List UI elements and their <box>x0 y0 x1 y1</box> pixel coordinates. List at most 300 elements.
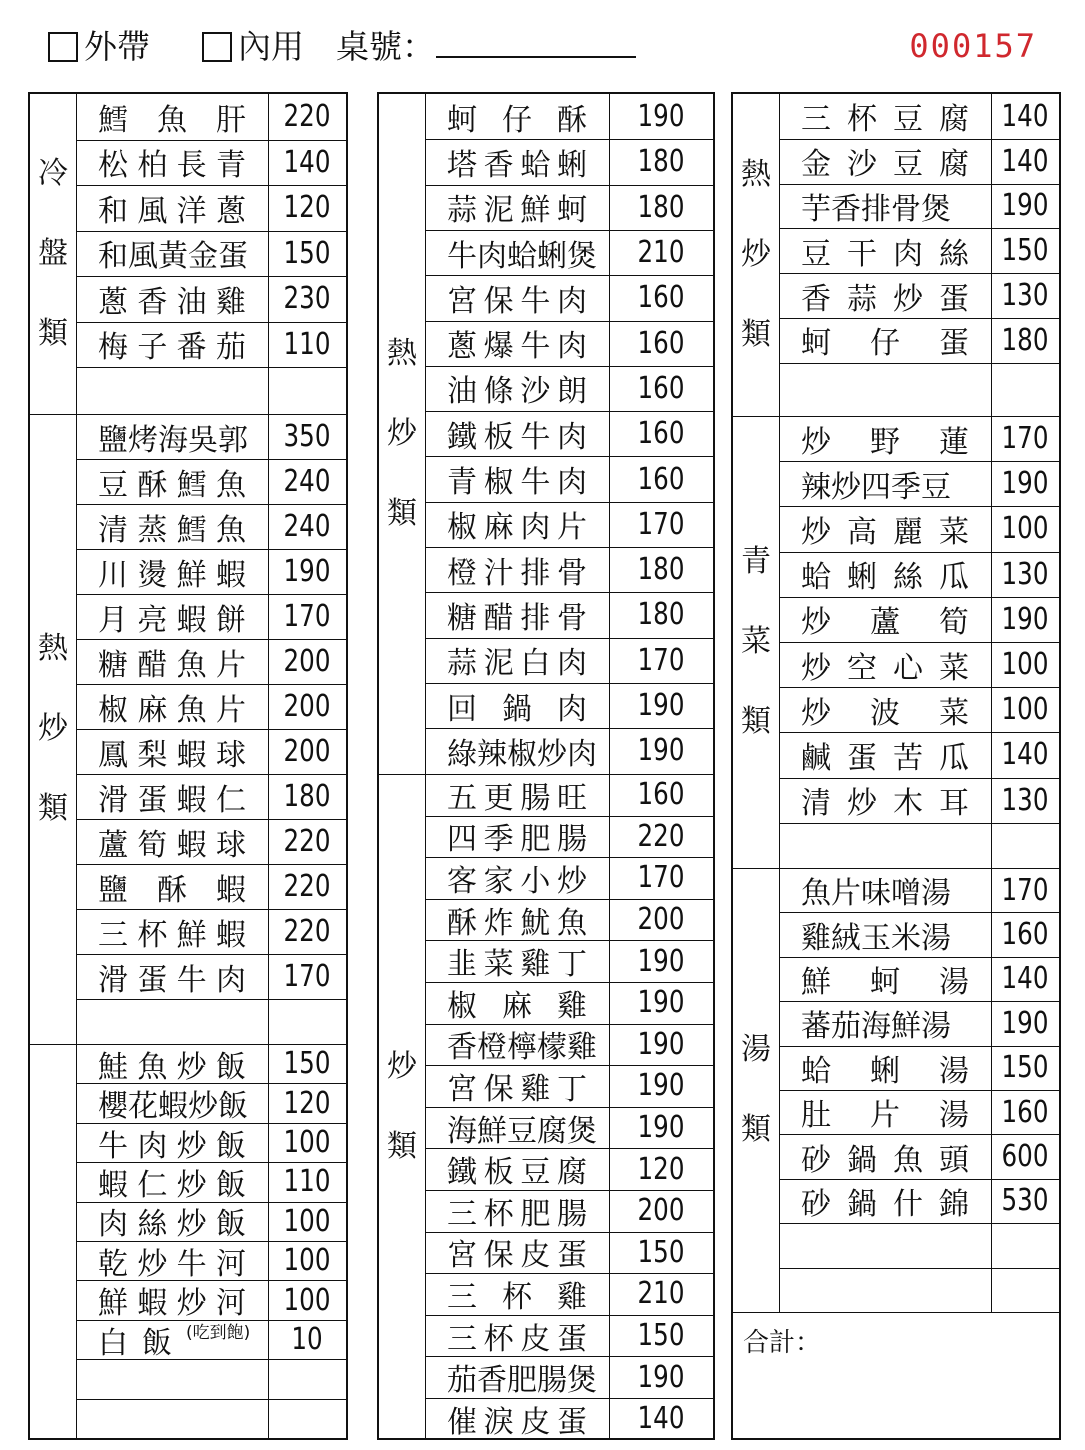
dinein-checkbox[interactable] <box>202 32 232 62</box>
menu-item-name-text <box>447 276 587 320</box>
menu-item-name-char: 肉 <box>137 1128 168 1164</box>
menu-item-row[interactable] <box>425 94 713 139</box>
menu-item-row[interactable] <box>425 1190 713 1232</box>
menu-item-row[interactable] <box>425 1273 713 1315</box>
menu-item-name-text <box>801 688 969 732</box>
menu-item-row[interactable] <box>76 1280 346 1322</box>
menu-item-name-char: 片 <box>870 1098 900 1134</box>
menu-item-name-char: 清 <box>801 786 831 822</box>
menu-item-name-char: 保 <box>483 1071 514 1107</box>
menu-item-name-char: 蒸 <box>137 512 168 548</box>
menu-item-name-char: 肉 <box>557 691 587 727</box>
menu-item-name-char: 腸 <box>520 780 551 816</box>
menu-item-price: 140 <box>1001 961 1049 997</box>
menu-item-name-text <box>98 460 246 504</box>
menu-item-name-char: 蛤 <box>520 147 551 183</box>
menu-item-name-text <box>447 684 587 728</box>
menu-item-name <box>76 1199 268 1243</box>
menu-item-price: 190 <box>637 1068 685 1104</box>
menu-item-row[interactable] <box>425 1315 713 1357</box>
menu-item-name <box>76 550 268 594</box>
menu-item-name-char: 鮮 <box>176 557 207 593</box>
menu-item-row[interactable] <box>779 228 1059 273</box>
menu-item-row[interactable] <box>76 185 346 231</box>
menu-item-row[interactable] <box>779 1268 1059 1312</box>
menu-item-name-char: 雞 <box>520 947 551 983</box>
menu-item-name-char: 蛋 <box>556 1238 587 1274</box>
menu-item-name-char: 豆 <box>893 147 923 183</box>
menu-item-row[interactable] <box>76 1162 346 1201</box>
menu-item-name <box>779 913 991 957</box>
menu-item-row[interactable] <box>779 139 1059 184</box>
menu-item-name-char: 松 <box>98 148 128 184</box>
menu-item-row[interactable] <box>425 275 713 320</box>
menu-item-name <box>76 595 268 639</box>
menu-item-name-char: 香 <box>137 284 168 320</box>
menu-item-name-char: 耳 <box>939 786 969 822</box>
menu-item-name <box>779 643 991 687</box>
menu-item-name-char: 腸 <box>556 1196 587 1232</box>
menu-item-row[interactable] <box>779 912 1059 956</box>
menu-item-row[interactable] <box>779 642 1059 687</box>
menu-item-row[interactable] <box>76 94 346 140</box>
menu-item-name-text <box>447 981 587 1025</box>
menu-item-name-char: 絲 <box>137 1207 168 1243</box>
menu-item-name-char: 梨 <box>137 737 168 773</box>
menu-item-price: 140 <box>1001 98 1049 134</box>
menu-item-name-char: 蝦 <box>216 872 246 908</box>
menu-item-name-char: 砂 <box>801 1186 831 1222</box>
menu-item-name-char: 仔 <box>502 102 532 138</box>
menu-item-row[interactable] <box>779 597 1059 642</box>
menu-item-name-char: 鱈 <box>98 102 128 138</box>
menu-item-row[interactable] <box>779 732 1059 777</box>
menu-item-name <box>779 184 991 228</box>
menu-item-name-char: 肉 <box>556 419 587 455</box>
menu-item-name-char: 沙 <box>520 374 551 410</box>
menu-item-name-char: 豆 <box>893 102 923 138</box>
menu-item-price: 100 <box>283 1203 331 1239</box>
menu-item-name-char: 蚵 <box>801 326 831 362</box>
menu-item-row[interactable] <box>425 683 713 728</box>
menu-item-row[interactable] <box>425 411 713 456</box>
menu-item-row[interactable] <box>425 321 713 366</box>
menu-item-row[interactable] <box>425 940 713 982</box>
table-number-label: 桌號： <box>336 27 435 66</box>
menu-item-price: 200 <box>283 734 331 769</box>
category-char: 熱 <box>38 631 68 666</box>
category-char: 類 <box>741 1112 771 1147</box>
menu-item-price: 150 <box>283 1046 331 1082</box>
menu-item-name-char: 牛 <box>520 465 551 501</box>
menu-item-row[interactable] <box>779 1179 1059 1223</box>
menu-item-price: 140 <box>637 1401 685 1437</box>
menu-item-name-char: 滑 <box>98 782 128 818</box>
takeout-checkbox[interactable] <box>48 32 78 62</box>
menu-item-name-text: 辣炒四季豆 <box>801 469 951 505</box>
menu-item-row[interactable] <box>779 1090 1059 1134</box>
menu-item-row[interactable] <box>425 899 713 941</box>
menu-item-name-char: 蝦 <box>215 557 246 593</box>
menu-item-name-char: 蝦 <box>176 602 207 638</box>
menu-item-row[interactable] <box>76 1083 346 1125</box>
menu-item-row[interactable] <box>779 318 1059 363</box>
menu-item-row[interactable] <box>425 547 713 592</box>
menu-item-name-char: 苦 <box>893 740 923 776</box>
menu-item-name-char: 蛋 <box>556 1321 587 1357</box>
menu-item-price: 100 <box>283 1243 331 1279</box>
menu-item-row[interactable] <box>76 414 346 459</box>
menu-item-name-char: 魚 <box>215 512 246 548</box>
menu-item-name-text <box>801 643 969 687</box>
menu-item-name-text <box>447 502 587 546</box>
menu-item-row[interactable] <box>779 506 1059 551</box>
menu-item-name-char: 旺 <box>556 780 587 816</box>
menu-item-name <box>425 457 609 501</box>
menu-item-name-text <box>447 140 587 184</box>
menu-item-name-char: 片 <box>556 510 587 546</box>
menu-item-name-char: 麗 <box>893 514 923 550</box>
menu-item-row[interactable] <box>425 366 713 411</box>
menu-item-name-text <box>98 550 246 594</box>
menu-item-name-char: 豆 <box>520 1155 551 1191</box>
menu-item-name <box>425 412 609 456</box>
menu-item-row[interactable] <box>76 909 346 954</box>
menu-item-price: 140 <box>1001 143 1049 179</box>
menu-item-name-char: 鹽 <box>98 872 128 908</box>
menu-item-row[interactable] <box>76 864 346 909</box>
menu-item-name-char: 麻 <box>483 510 514 546</box>
menu-item-name <box>425 939 609 983</box>
menu-item-row[interactable] <box>425 185 713 230</box>
menu-item-row[interactable] <box>76 954 346 999</box>
category-char: 湯 <box>741 1032 771 1067</box>
menu-item-name-char: 炒 <box>176 1167 207 1203</box>
menu-item-name-text <box>801 1046 969 1090</box>
menu-item-row[interactable] <box>425 1148 713 1190</box>
menu-item-name <box>425 638 609 682</box>
menu-item-row[interactable] <box>779 1001 1059 1045</box>
menu-item-name-char: 魚 <box>176 647 207 683</box>
menu-item-name-text <box>98 775 246 819</box>
menu-item-name-char: 蘆 <box>870 605 900 641</box>
menu-item-price: 190 <box>637 985 685 1021</box>
table-number-line[interactable] <box>436 56 636 58</box>
menu-item-row[interactable] <box>76 1123 346 1162</box>
menu-item-price: 160 <box>1001 1094 1049 1130</box>
menu-item-name-char: 餅 <box>215 602 246 638</box>
menu-item-name <box>425 95 609 139</box>
menu-item-row[interactable] <box>779 1134 1059 1178</box>
menu-item-name-char: 河 <box>215 1246 246 1282</box>
menu-item-row[interactable] <box>779 184 1059 229</box>
menu-item-name-char: 板 <box>483 419 514 455</box>
menu-column <box>28 92 348 1440</box>
menu-item-price: 190 <box>1001 466 1049 502</box>
menu-item-name-char: 錦 <box>939 1186 969 1222</box>
menu-item-name <box>425 502 609 546</box>
menu-item-row[interactable] <box>779 461 1059 506</box>
menu-item-name <box>76 1081 268 1125</box>
menu-item-name-text: 蕃茄海鮮湯 <box>801 1009 951 1045</box>
menu-item-row[interactable] <box>425 982 713 1024</box>
menu-item-row[interactable] <box>76 1359 346 1398</box>
menu-item-name-char: 丁 <box>556 1071 587 1107</box>
menu-item-name-char: 飯 <box>215 1167 246 1203</box>
menu-item-name-char: 炒 <box>176 1286 207 1322</box>
menu-item-row[interactable] <box>425 857 713 899</box>
menu-item-name-text <box>801 139 969 183</box>
menu-item-name-char: 飯 <box>215 1207 246 1243</box>
menu-item-row[interactable] <box>779 416 1059 461</box>
menu-item-name <box>779 778 991 822</box>
menu-item-row[interactable] <box>779 363 1059 408</box>
menu-item-name <box>425 1355 609 1399</box>
menu-item-row[interactable] <box>779 1046 1059 1090</box>
menu-item-name-char: 三 <box>98 917 128 953</box>
menu-item-name-char: 肥 <box>520 1196 551 1232</box>
menu-item-name <box>425 729 609 773</box>
menu-item-name-char: 汁 <box>483 555 514 591</box>
menu-item-price: 170 <box>283 599 331 634</box>
menu-item-row[interactable] <box>779 94 1059 139</box>
menu-item-name-char: 客 <box>447 863 477 899</box>
menu-item-name-char: 波 <box>870 695 900 731</box>
menu-item-name-char: 條 <box>483 374 514 410</box>
menu-item-row[interactable] <box>425 139 713 184</box>
menu-item-name-char: 鐵 <box>447 1155 477 1191</box>
price-divider <box>268 94 269 1438</box>
menu-item-name-char: 肉 <box>556 646 587 682</box>
menu-item-price: 170 <box>1001 872 1049 908</box>
menu-item-name-text <box>98 1042 246 1086</box>
menu-item-name <box>425 684 609 728</box>
menu-item-name-char: 三 <box>447 1321 477 1357</box>
menu-item-price: 240 <box>283 509 331 544</box>
menu-item-row[interactable] <box>76 639 346 684</box>
menu-item-row[interactable] <box>779 273 1059 318</box>
menu-item-row[interactable] <box>425 592 713 637</box>
menu-item-row[interactable] <box>425 502 713 547</box>
menu-item-row[interactable] <box>76 504 346 549</box>
menu-item-price: 220 <box>283 99 331 135</box>
menu-item-name-text: 香橙檸檬雞 <box>447 1030 597 1066</box>
menu-item-row[interactable] <box>76 819 346 864</box>
menu-item-row[interactable] <box>425 816 713 858</box>
menu-item-name-char: 牛 <box>98 1128 128 1164</box>
menu-item-row[interactable] <box>76 774 346 819</box>
menu-item-name-char: 梅 <box>98 330 128 366</box>
menu-item-name-char: 青 <box>215 148 246 184</box>
menu-item-row[interactable] <box>76 594 346 639</box>
menu-item-name-char: 仁 <box>215 782 246 818</box>
menu-item-row[interactable] <box>76 684 346 729</box>
menu-item-row[interactable] <box>76 140 346 186</box>
menu-item-price: 530 <box>1001 1183 1049 1219</box>
menu-item-name-text <box>801 597 969 641</box>
menu-item-name-text <box>447 856 587 900</box>
menu-item-name-text <box>98 820 246 864</box>
menu-item-name <box>779 1090 991 1134</box>
menu-item-price: 180 <box>637 144 685 180</box>
menu-item-row[interactable] <box>425 230 713 275</box>
menu-item-name-char: 燙 <box>137 557 168 593</box>
menu-item-price: 170 <box>1001 421 1049 457</box>
menu-item-name-char: 蒜 <box>447 646 477 682</box>
menu-item-name-char: 肝 <box>216 102 246 138</box>
menu-item-name-char: 蒜 <box>847 281 877 317</box>
menu-item-price: 200 <box>637 1193 685 1229</box>
menu-item-name-char: 爆 <box>483 329 514 365</box>
menu-item-name-char: 頭 <box>939 1142 969 1178</box>
menu-item-row[interactable] <box>76 1241 346 1280</box>
menu-item-row[interactable] <box>76 549 346 594</box>
menu-item-row[interactable] <box>425 1398 713 1440</box>
menu-item-price: 150 <box>283 235 331 271</box>
menu-item-row[interactable] <box>779 778 1059 823</box>
menu-item-row[interactable] <box>779 868 1059 912</box>
menu-item-price: 220 <box>283 914 331 949</box>
menu-item-price: 140 <box>1001 737 1049 773</box>
menu-item-name-char: 家 <box>483 863 514 899</box>
menu-item-name-text <box>801 552 969 596</box>
menu-item-name-char: 雞 <box>557 1279 587 1315</box>
menu-item-row[interactable] <box>76 367 346 413</box>
menu-item-row[interactable] <box>76 459 346 504</box>
menu-item-name-text <box>447 898 587 942</box>
menu-item-name-char: 魚 <box>556 905 587 941</box>
menu-item-name-char: 片 <box>215 647 246 683</box>
menu-item-name-char: 絲 <box>939 236 969 272</box>
menu-item-name-char: 番 <box>176 330 207 366</box>
menu-item-row[interactable] <box>76 1202 346 1241</box>
price-divider <box>991 94 992 1438</box>
menu-item-row[interactable] <box>425 456 713 501</box>
menu-item-name <box>76 775 268 819</box>
menu-item-name-char: 鳳 <box>98 737 128 773</box>
menu-item-name-char: 蝦 <box>176 737 207 773</box>
menu-item-row[interactable] <box>76 1399 346 1438</box>
menu-item-name-char: 皮 <box>520 1321 551 1357</box>
menu-item-name-char: 宮 <box>447 1238 477 1274</box>
menu-item-name-char: 魚 <box>157 102 187 138</box>
menu-item-row[interactable] <box>425 1232 713 1274</box>
menu-item-row[interactable] <box>779 957 1059 1001</box>
menu-item-name-text: 櫻花蝦炒飯 <box>98 1089 248 1125</box>
menu-item-name-text <box>447 95 587 139</box>
menu-item-price: 230 <box>283 281 331 317</box>
menu-item-price: 190 <box>637 1026 685 1062</box>
menu-item-row[interactable] <box>76 322 346 368</box>
menu-item-row[interactable] <box>425 638 713 683</box>
menu-item-row[interactable] <box>779 552 1059 597</box>
menu-item-row[interactable] <box>76 999 346 1044</box>
menu-item-name-char: 魚 <box>176 692 207 728</box>
menu-item-name-char: 蝦 <box>98 1167 128 1203</box>
menu-item-name-char: 杯 <box>502 1279 532 1315</box>
menu-item-name-char: 皮 <box>520 1404 551 1440</box>
menu-item-price: 150 <box>1001 1050 1049 1086</box>
menu-item-name-text <box>801 957 969 1001</box>
menu-item-price: 190 <box>637 99 685 135</box>
category-label <box>379 1027 425 1187</box>
menu-item-name-char: 炒 <box>137 1246 168 1282</box>
menu-item-name <box>76 95 268 139</box>
menu-item-row[interactable] <box>76 1044 346 1083</box>
menu-item-name-char: 蛋 <box>137 782 168 818</box>
menu-item-row[interactable] <box>425 774 713 816</box>
menu-item-row[interactable] <box>425 1024 713 1066</box>
menu-item-name-char: 三 <box>447 1279 477 1315</box>
menu-item-name-char: 椒 <box>483 465 514 501</box>
menu-item-name-char: 腐 <box>939 102 969 138</box>
menu-item-name-char: 三 <box>447 1196 477 1232</box>
menu-item-name-char: 宮 <box>447 283 477 319</box>
menu-item-name-text <box>447 412 587 456</box>
menu-item-price: 160 <box>1001 917 1049 953</box>
menu-item-name-char: 肉 <box>556 465 587 501</box>
menu-item-name-text: 綠辣椒炒肉 <box>447 736 597 772</box>
menu-item-name-char: 蛋 <box>939 281 969 317</box>
menu-item-name-char: 和 <box>98 193 128 229</box>
menu-item-name-char: 蚵 <box>556 193 587 229</box>
menu-item-name-char: 椒 <box>98 692 128 728</box>
menu-item-price: 200 <box>283 689 331 724</box>
menu-item-price: 150 <box>1001 233 1049 269</box>
menu-item-name-char: 鹹 <box>801 740 831 776</box>
menu-item-name-char: 柏 <box>137 148 168 184</box>
menu-item-name-char: 蛋 <box>137 962 168 998</box>
order-header <box>0 0 1085 90</box>
menu-item-row[interactable] <box>779 823 1059 868</box>
menu-item-name-char: 塔 <box>447 147 477 183</box>
menu-item-row[interactable] <box>779 1223 1059 1267</box>
menu-item-row[interactable] <box>76 276 346 322</box>
menu-item-row[interactable] <box>425 1065 713 1107</box>
menu-item-row[interactable] <box>425 1356 713 1398</box>
menu-item-name-char: 風 <box>137 193 168 229</box>
menu-item-name-char: 蝦 <box>215 917 246 953</box>
menu-item-name <box>76 415 268 459</box>
menu-item-row[interactable] <box>76 729 346 774</box>
takeout-label: 外帶 <box>84 27 150 66</box>
menu-item-price: 180 <box>1001 322 1049 358</box>
menu-item-price: 100 <box>283 1282 331 1318</box>
menu-item-name-char: 滑 <box>98 962 128 998</box>
menu-item-name-char: 炒 <box>801 424 831 460</box>
category-char: 熱 <box>741 157 771 192</box>
menu-item-name-text <box>801 274 969 318</box>
menu-item-price: 160 <box>637 416 685 452</box>
menu-item-name-char: 蛤 <box>801 560 831 596</box>
menu-item-row[interactable] <box>76 231 346 277</box>
menu-item-name-text <box>447 185 587 229</box>
menu-item-name-char: 炒 <box>556 863 587 899</box>
menu-item-price: 210 <box>637 1276 685 1312</box>
menu-item-row[interactable] <box>76 1320 346 1359</box>
menu-item-row[interactable] <box>779 687 1059 732</box>
menu-item-name-char: 酥 <box>137 467 168 503</box>
menu-item-name-text <box>447 1189 587 1233</box>
menu-item-name-char: 河 <box>215 1286 246 1322</box>
menu-item-price: 190 <box>1001 1005 1049 1041</box>
menu-item-name-char: 丁 <box>556 947 587 983</box>
menu-item-name-char: 空 <box>847 650 877 686</box>
menu-item-row[interactable] <box>425 1107 713 1149</box>
menu-item-name-char: 高 <box>847 514 877 550</box>
menu-item-row[interactable] <box>425 728 713 773</box>
menu-item-price: 100 <box>1001 692 1049 728</box>
